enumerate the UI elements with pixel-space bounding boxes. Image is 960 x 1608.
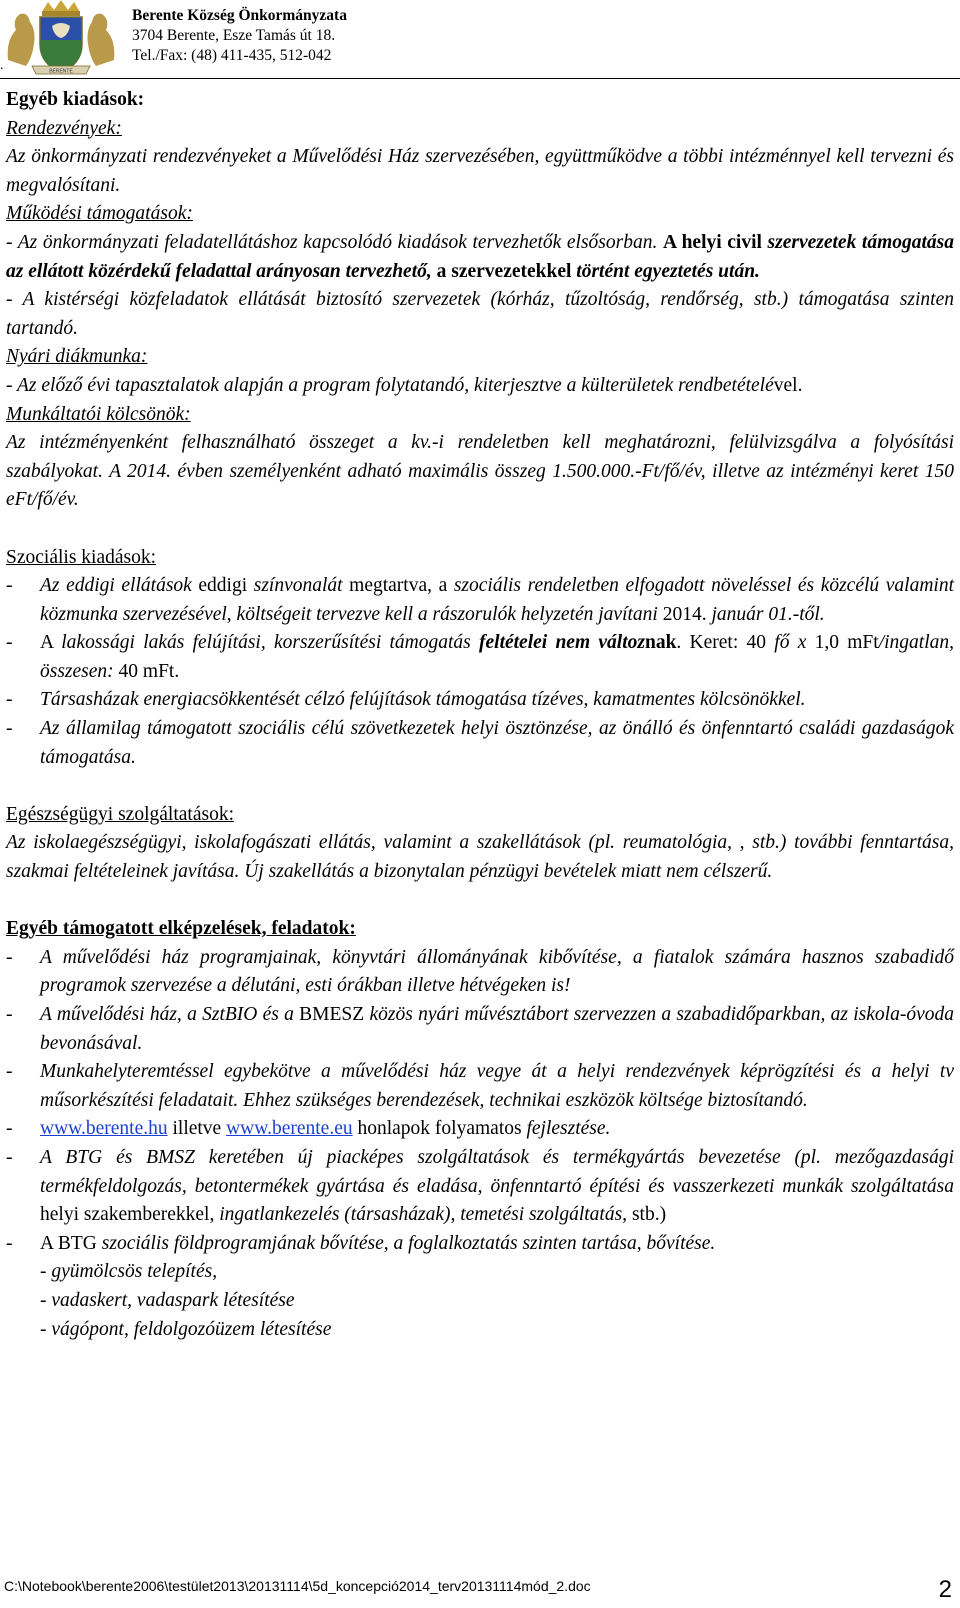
text-run: Társasházak energiacsökkentését célzó felújítások támogatása tízéves, kamatmentes kölcsönökkel. <box>40 689 806 711</box>
header-rule <box>0 78 960 79</box>
list-item-text <box>40 1230 954 1259</box>
section-title-egyeb-tamogatott: Egyéb támogatott elképzelések, feladatok: <box>6 918 356 940</box>
section-title-egyeb-kiadasok: Egyéb kiadások: <box>6 89 145 110</box>
list-item <box>6 715 954 772</box>
list-dash: - <box>6 946 13 968</box>
text-run: Munkahelyteremtéssel egybekötve a művelődési ház vegye át a helyi rendezvények képrögzítési és a helyi tv műsorkészítési feladatait. Ehhez szükséges berendezések, technikai eszközök költsége biztosítandó. <box>40 1061 954 1111</box>
list-dash: - <box>6 1146 13 1168</box>
text-run: szociális rendeletben elfogadott növeléssel és közcélú valamint közmunka szervezésével, költségeit tervezve kell a rászorulók helyzetén javítani <box>40 575 954 625</box>
subsection-title-nyari: Nyári diákmunka: <box>6 346 148 368</box>
text-run: A <box>40 632 62 654</box>
text-run: eddigi <box>198 575 254 597</box>
text-run: A művelődési ház programjainak, könyvtári állományának kibővítése, a fiatalok számára hasznos szabadidő programok szervezése a délutáni, esti órákban illetve hétvégeken is! <box>40 946 954 997</box>
list-item <box>6 686 954 715</box>
website-link[interactable]: www.berente.eu <box>226 1118 353 1140</box>
list-dash: - <box>6 1004 13 1025</box>
list-item-text <box>40 715 954 772</box>
org-address: 3704 Berente, Esze Tamás út 18. <box>132 27 336 44</box>
sub-list-item: - gyümölcsös telepítés, <box>40 1261 218 1283</box>
paragraph-mukodesi-2: - A kistérségi közfeladatok ellátását biztosító szervezetek (kórház, tűzoltóság, rendőrség, stb.) támogatása szinten tartandó. <box>6 289 954 339</box>
text-run: 40 mFt. <box>113 660 180 682</box>
list-item <box>6 629 954 686</box>
list-item <box>6 1058 954 1115</box>
subsection-title-rendezvenyek: Rendezvények: <box>6 117 122 139</box>
paragraph-munkaltatoi: Az intézményenként felhasználható összeget a kv.-i rendeletben kell meghatározni, felülvizsgálva a folyósítási szabályokat. A 2014. évben személyenként adható maximális összeg 1.500.000.-Ft/fő/év, illetve az intézményi keret 150 eFt/fő/év. <box>6 432 954 511</box>
list-item-text <box>40 1058 954 1115</box>
subsection-title-mukodesi: Működési támogatások: <box>6 203 193 225</box>
text-run: helyi szakemberekkel, <box>40 1204 220 1226</box>
text-run: nak <box>644 632 677 654</box>
text-run: A művelődési ház, a SztBIO és a <box>40 1004 300 1025</box>
website-link[interactable]: www.berente.hu <box>40 1118 168 1140</box>
letterhead-text <box>132 6 347 66</box>
paragraph-nyari: - Az előző évi tapasztalatok alapján a program folytatandó, kiterjesztve a külterületek rendbetételével. <box>6 374 803 396</box>
list-item-text <box>40 629 954 686</box>
letterhead <box>0 0 960 82</box>
coat-of-arms-logo <box>2 0 120 76</box>
list-item-text <box>40 1144 954 1230</box>
list-dash: - <box>6 1232 13 1254</box>
sub-list-item: - vágópont, feldolgozóüzem létesítése <box>40 1318 332 1340</box>
text-run: 1,0 mFt <box>806 632 879 654</box>
paragraph-mukodesi-1: - Az önkormányzati feladatellátáshoz kapcsolódó kiadások tervezhetők elsősorban. A helyi civil szervezetek támogatása az ellátott közérdekű feladattal arányosan tervezhető, a szervezetekkel történt egyeztetés után. <box>6 231 955 282</box>
subsection-title-munkaltatoi: Munkáltatói kölcsönök: <box>6 403 191 425</box>
list-dash: - <box>6 1061 13 1083</box>
text-run: szociális földprogramjának bővítése, a foglalkoztatás szinten tartása, bővítése. <box>101 1232 716 1254</box>
text-run: fejlesztése. <box>526 1118 611 1140</box>
org-phone: Tel./Fax: (48) 411-435, 512-042 <box>132 47 332 64</box>
text-run: A BTG <box>40 1232 102 1254</box>
dot-mark: . <box>0 58 4 73</box>
text-run: megtartva, a <box>349 575 454 597</box>
org-name: Berente Község Önkormányzata <box>132 7 347 24</box>
page-number: 2 <box>938 1576 952 1603</box>
list-item <box>6 1144 954 1230</box>
document-body <box>6 86 954 1344</box>
section-title-egeszsegugyi: Egészségügyi szolgáltatások: <box>6 803 234 825</box>
list-dash: - <box>6 632 13 654</box>
egyeb-tamogatott-list <box>6 944 954 1259</box>
szocialis-list <box>6 572 954 772</box>
text-run: stb.) <box>631 1204 667 1226</box>
text-run: . Keret: 40 <box>676 632 775 654</box>
text-run: színvonalát <box>253 575 350 597</box>
list-item-text <box>40 686 954 715</box>
list-item <box>6 944 954 1001</box>
list-item-text <box>40 572 954 629</box>
paragraph-rendezvenyek: Az önkormányzati rendezvényeket a Művelődési Ház szervezésében, együttműködve a többi intézménnyel kell tervezni és megvalósítani. <box>6 146 954 196</box>
text-run: Az államilag támogatott szociális célú szövetkezetek helyi ösztönzése, az önálló és önfenntartó családi gazdaságok támogatása. <box>40 718 954 768</box>
list-dash: - <box>6 1118 13 1140</box>
list-dash: - <box>6 575 13 597</box>
crest-ribbon-text: BERENTE <box>49 68 73 75</box>
list-item <box>6 1001 954 1058</box>
list-item <box>6 1230 954 1259</box>
text-run: /ingatlan, összesen: <box>40 632 954 682</box>
text-run: illetve <box>167 1118 227 1140</box>
footer-file-path: C:\Notebook\berente2006\testület2013\20131114\5d_koncepció2014_terv20131114mód_2.doc <box>4 1578 591 1594</box>
text-run: ingatlankezelés (társasházak), temetési szolgáltatás, <box>219 1204 632 1226</box>
sub-list <box>6 1258 954 1344</box>
text-run: feltételei nem változ <box>479 632 645 654</box>
list-dash: - <box>6 689 13 711</box>
text-run: honlapok folyamatos <box>352 1118 527 1140</box>
list-item-text <box>40 1115 954 1144</box>
section-title-szocialis: Szociális kiadások: <box>6 546 157 568</box>
text-run: január 01.-től. <box>711 603 825 625</box>
text-run: BMESZ <box>299 1004 370 1025</box>
sub-list-item: - vadaskert, vadaspark létesítése <box>40 1289 295 1311</box>
paragraph-egeszsegugyi: Az iskolaegészségügyi, iskolafogászati ellátás, valamint a szakellátások (pl. reumatológia, , stb.) további fenntartása, szakmai feltételeinek javítása. Új szakellátás a bizonytalan pénzügyi bevételek miatt nem célszerű. <box>6 832 954 883</box>
text-run: lakossági lakás felújítási, korszerűsítési támogatás <box>61 632 479 654</box>
text-run: Az eddigi ellátások <box>40 575 199 597</box>
list-item <box>6 1115 954 1144</box>
text-run: közös nyári művésztábort szervezzen a szabadidőparkban, az iskola-óvoda bevonásával. <box>40 1004 954 1054</box>
list-item-text <box>40 1001 954 1058</box>
text-run: 2014. <box>662 603 712 625</box>
text-run: A BTG és BMSZ keretében új piacképes szolgáltatások és termékgyártás bevezetése (pl. mezőgazdasági termékfeldolgozás, betontermékek gyártása és eladása, önfenntartó építési és vasszerkezeti munkák szolgáltatása <box>40 1146 954 1197</box>
list-dash: - <box>6 718 13 740</box>
text-run: fő x <box>774 632 807 654</box>
list-item <box>6 572 954 629</box>
list-item-text <box>40 944 954 1001</box>
